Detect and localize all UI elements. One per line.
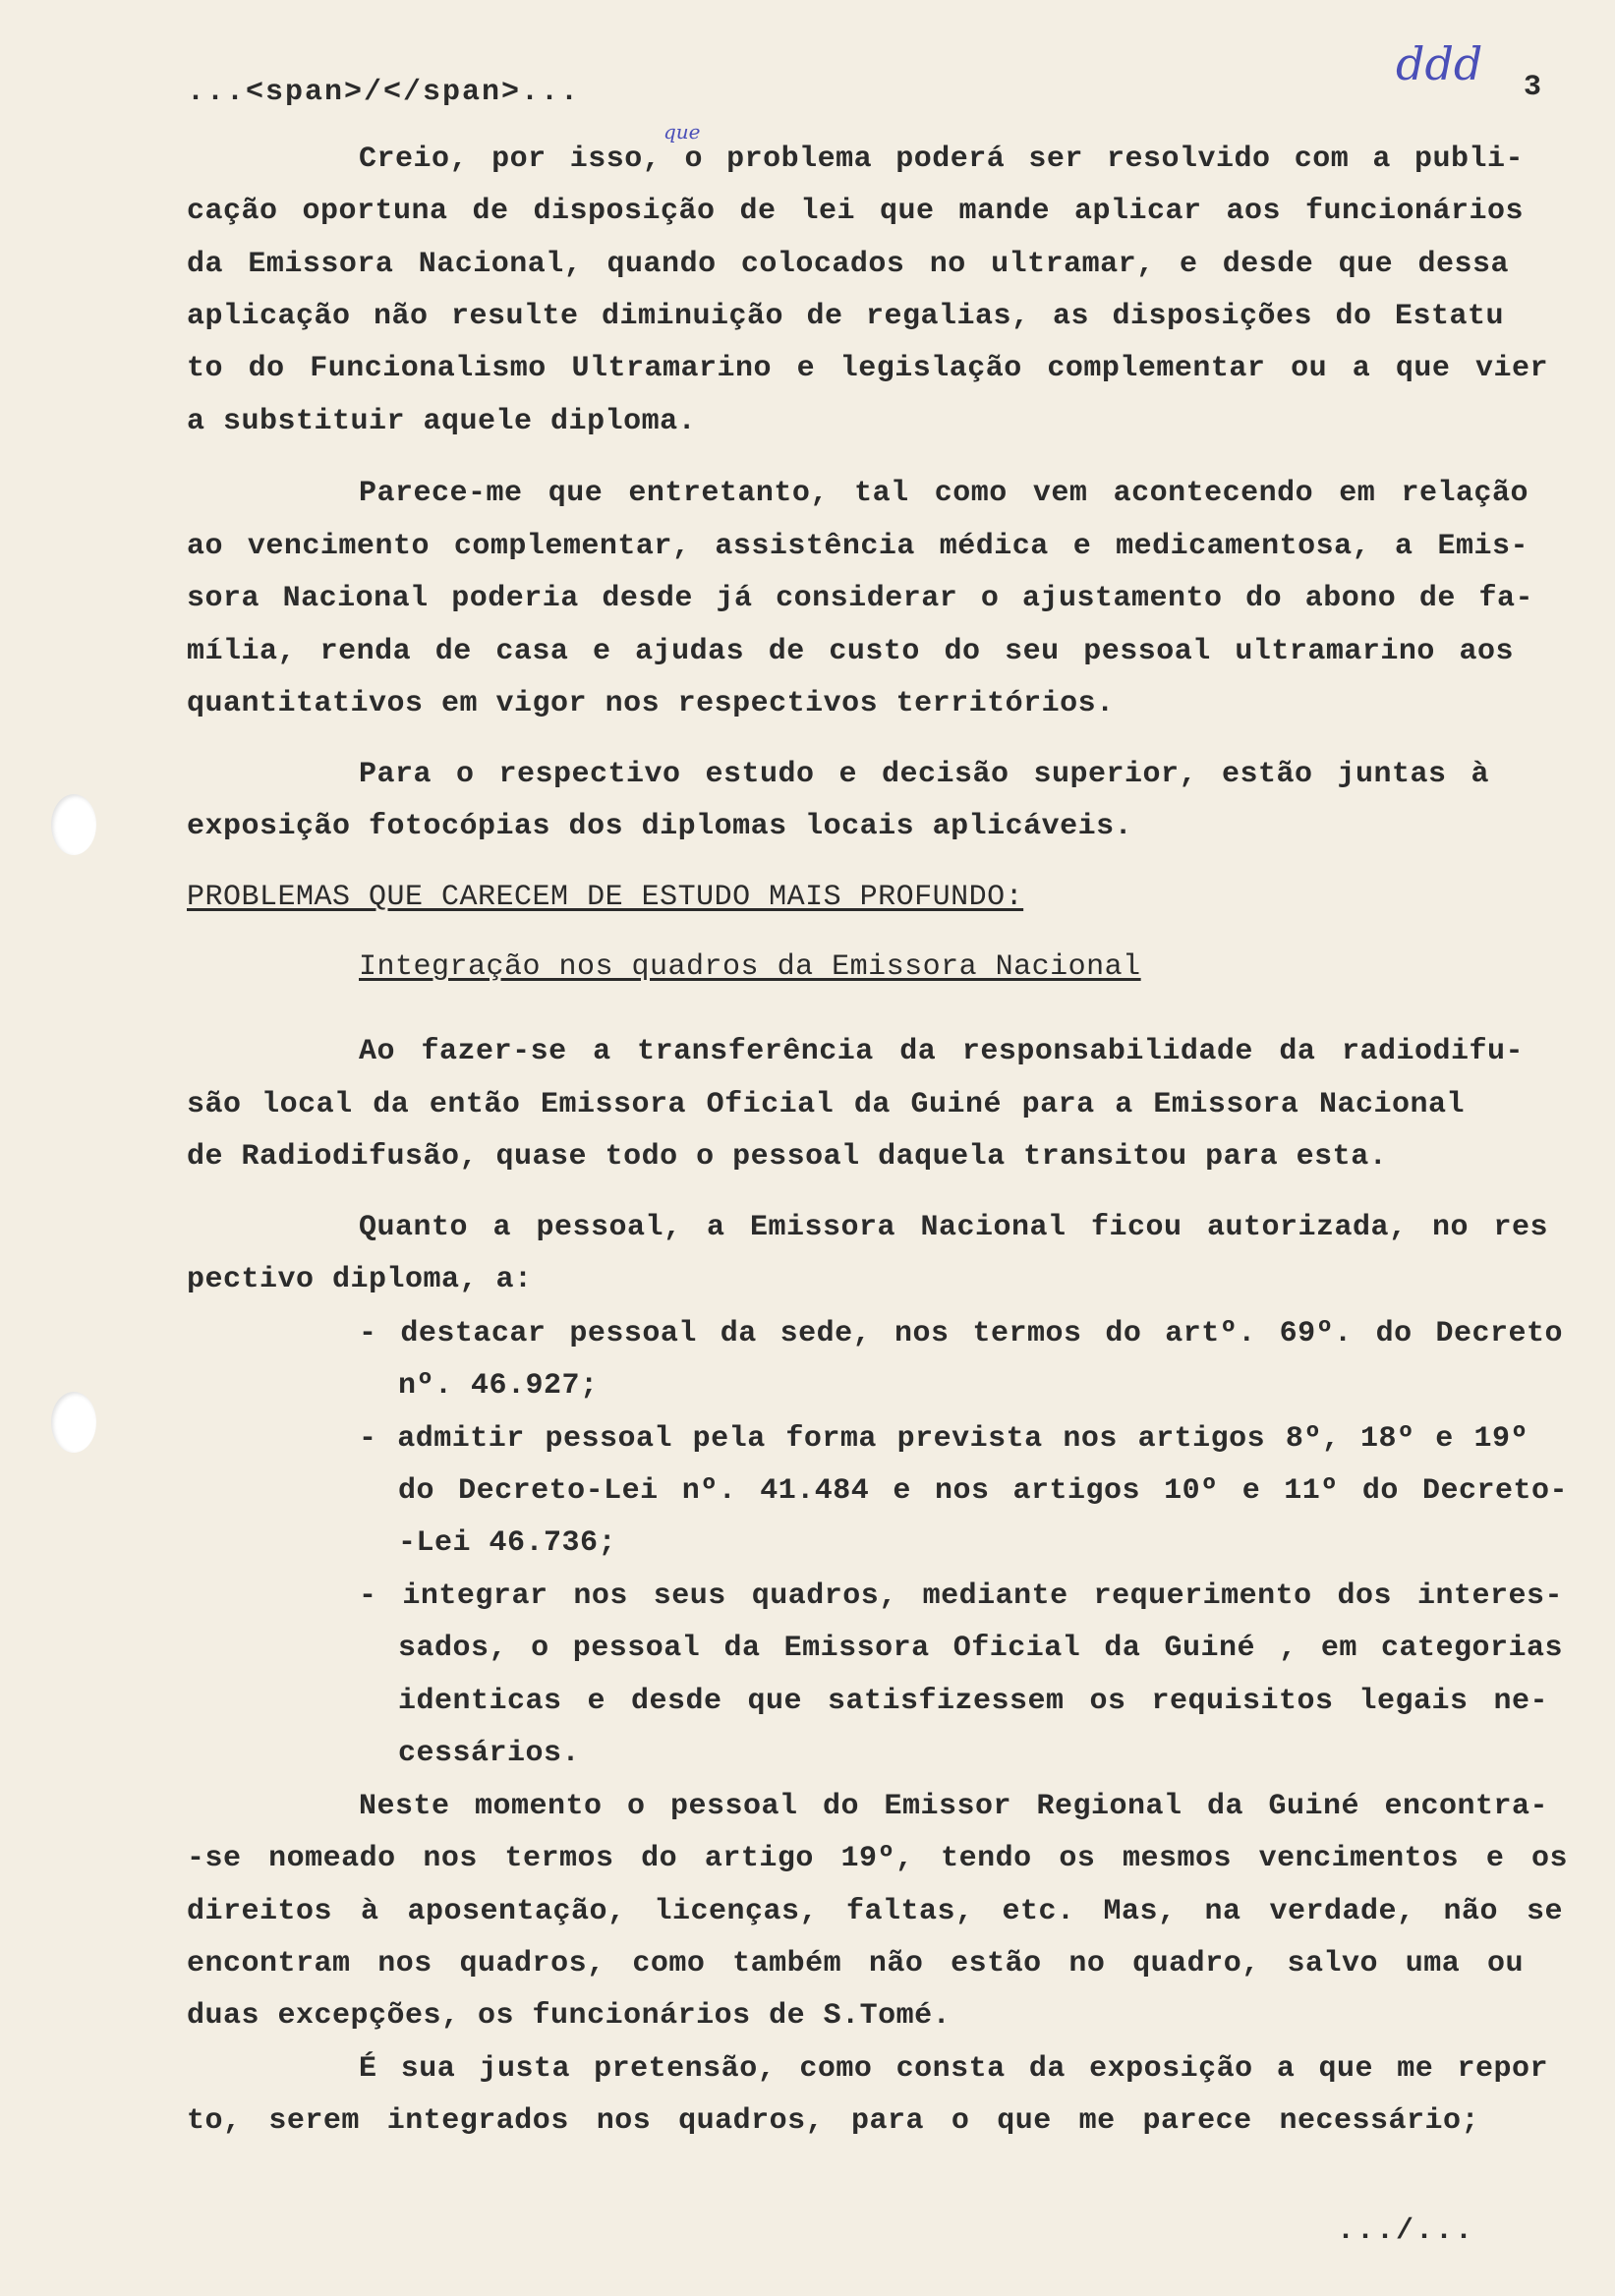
text-line: aplicação não resulte diminuição de regalias, as disposições do Estatu: [187, 300, 1504, 333]
text-line: Creio, por isso, o problema poderá ser resolvido com a publi-: [359, 143, 1524, 176]
text-line: cação oportuna de disposição de lei que mande aplicar aos funcionários: [187, 195, 1524, 228]
list-item: - destacar pessoal da sede, nos termos do artº. 69º. do Decreto: [359, 1317, 1563, 1350]
continued-mark-footer: .../...: [1337, 2214, 1475, 2248]
list-item-continuation: identicas e desde que satisfizessem os requisitos legais ne-: [398, 1685, 1548, 1718]
text-line: mília, renda de casa e ajudas de custo do seu pessoal ultramarino aos: [187, 635, 1514, 668]
text-line: exposição fotocópias dos diplomas locais aplicáveis.: [187, 810, 1133, 843]
page-number: 3: [1523, 71, 1541, 104]
text-line: Para o respectivo estudo e decisão superior, estão juntas à: [359, 758, 1489, 791]
text-line: to, serem integrados nos quadros, para o que me parece necessário;: [187, 2104, 1479, 2138]
text-line: duas excepções, os funcionários de S.Tomé.: [187, 1999, 952, 2033]
list-item-continuation: nº. 46.927;: [398, 1369, 599, 1403]
text-line: É sua justa pretensão, como consta da exposição a que me repor: [359, 2052, 1548, 2086]
continued-mark-header: ...<span>/</span>...: [187, 76, 581, 109]
list-item-continuation: sados, o pessoal da Emissora Oficial da Guiné , em categorias: [398, 1632, 1563, 1665]
section-heading: PROBLEMAS QUE CARECEM DE ESTUDO MAIS PROFUNDO:: [187, 881, 1024, 914]
text-line: Ao fazer-se a transferência da responsabilidade da radiodifu-: [359, 1035, 1524, 1068]
punch-hole: [51, 794, 96, 855]
text-line: to do Funcionalismo Ultramarino e legislação complementar ou a que vier: [187, 352, 1548, 385]
text-line: Quanto a pessoal, a Emissora Nacional ficou autorizada, no res: [359, 1211, 1548, 1244]
list-item-continuation: cessários.: [398, 1737, 581, 1770]
text-line: Parece-me que entretanto, tal como vem acontecendo em relação: [359, 477, 1528, 510]
text-line: de Radiodifusão, quase todo o pessoal daquela transitou para esta.: [187, 1140, 1388, 1174]
list-item: - admitir pessoal pela forma prevista nos artigos 8º, 18º e 19º: [359, 1422, 1528, 1456]
list-item-continuation: do Decreto-Lei nº. 41.484 e nos artigos 10º e 11º do Decreto-: [398, 1474, 1568, 1508]
text-line: são local da então Emissora Oficial da Guiné para a Emissora Nacional: [187, 1088, 1465, 1121]
text-line: encontram nos quadros, como também não estão no quadro, salvo uma ou: [187, 1947, 1524, 1980]
handwritten-initials: ddd: [1396, 37, 1483, 90]
list-item-continuation: -Lei 46.736;: [398, 1526, 617, 1560]
text-line: direitos à aposentação, licenças, faltas, etc. Mas, na verdade, não se: [187, 1895, 1563, 1928]
text-line: ao vencimento complementar, assistência médica e medicamentosa, a Emis-: [187, 530, 1528, 563]
text-line: quantitativos em vigor nos respectivos territórios.: [187, 687, 1115, 720]
subsection-heading: Integração nos quadros da Emissora Nacional: [359, 950, 1141, 984]
list-item: - integrar nos seus quadros, mediante requerimento dos interes-: [359, 1579, 1563, 1613]
text-line: -se nomeado nos termos do artigo 19º, tendo os mesmos vencimentos e os: [187, 1842, 1568, 1875]
text-line: pectivo diploma, a:: [187, 1263, 533, 1296]
text-line: a substituir aquele diploma.: [187, 405, 697, 438]
handwritten-insertion: que: [663, 120, 701, 144]
text-line: Neste momento o pessoal do Emissor Regional da Guiné encontra-: [359, 1790, 1548, 1823]
text-line: sora Nacional poderia desde já considerar o ajustamento do abono de fa-: [187, 582, 1533, 615]
text-line: da Emissora Nacional, quando colocados no ultramar, e desde que dessa: [187, 248, 1509, 281]
punch-hole: [51, 1392, 96, 1453]
